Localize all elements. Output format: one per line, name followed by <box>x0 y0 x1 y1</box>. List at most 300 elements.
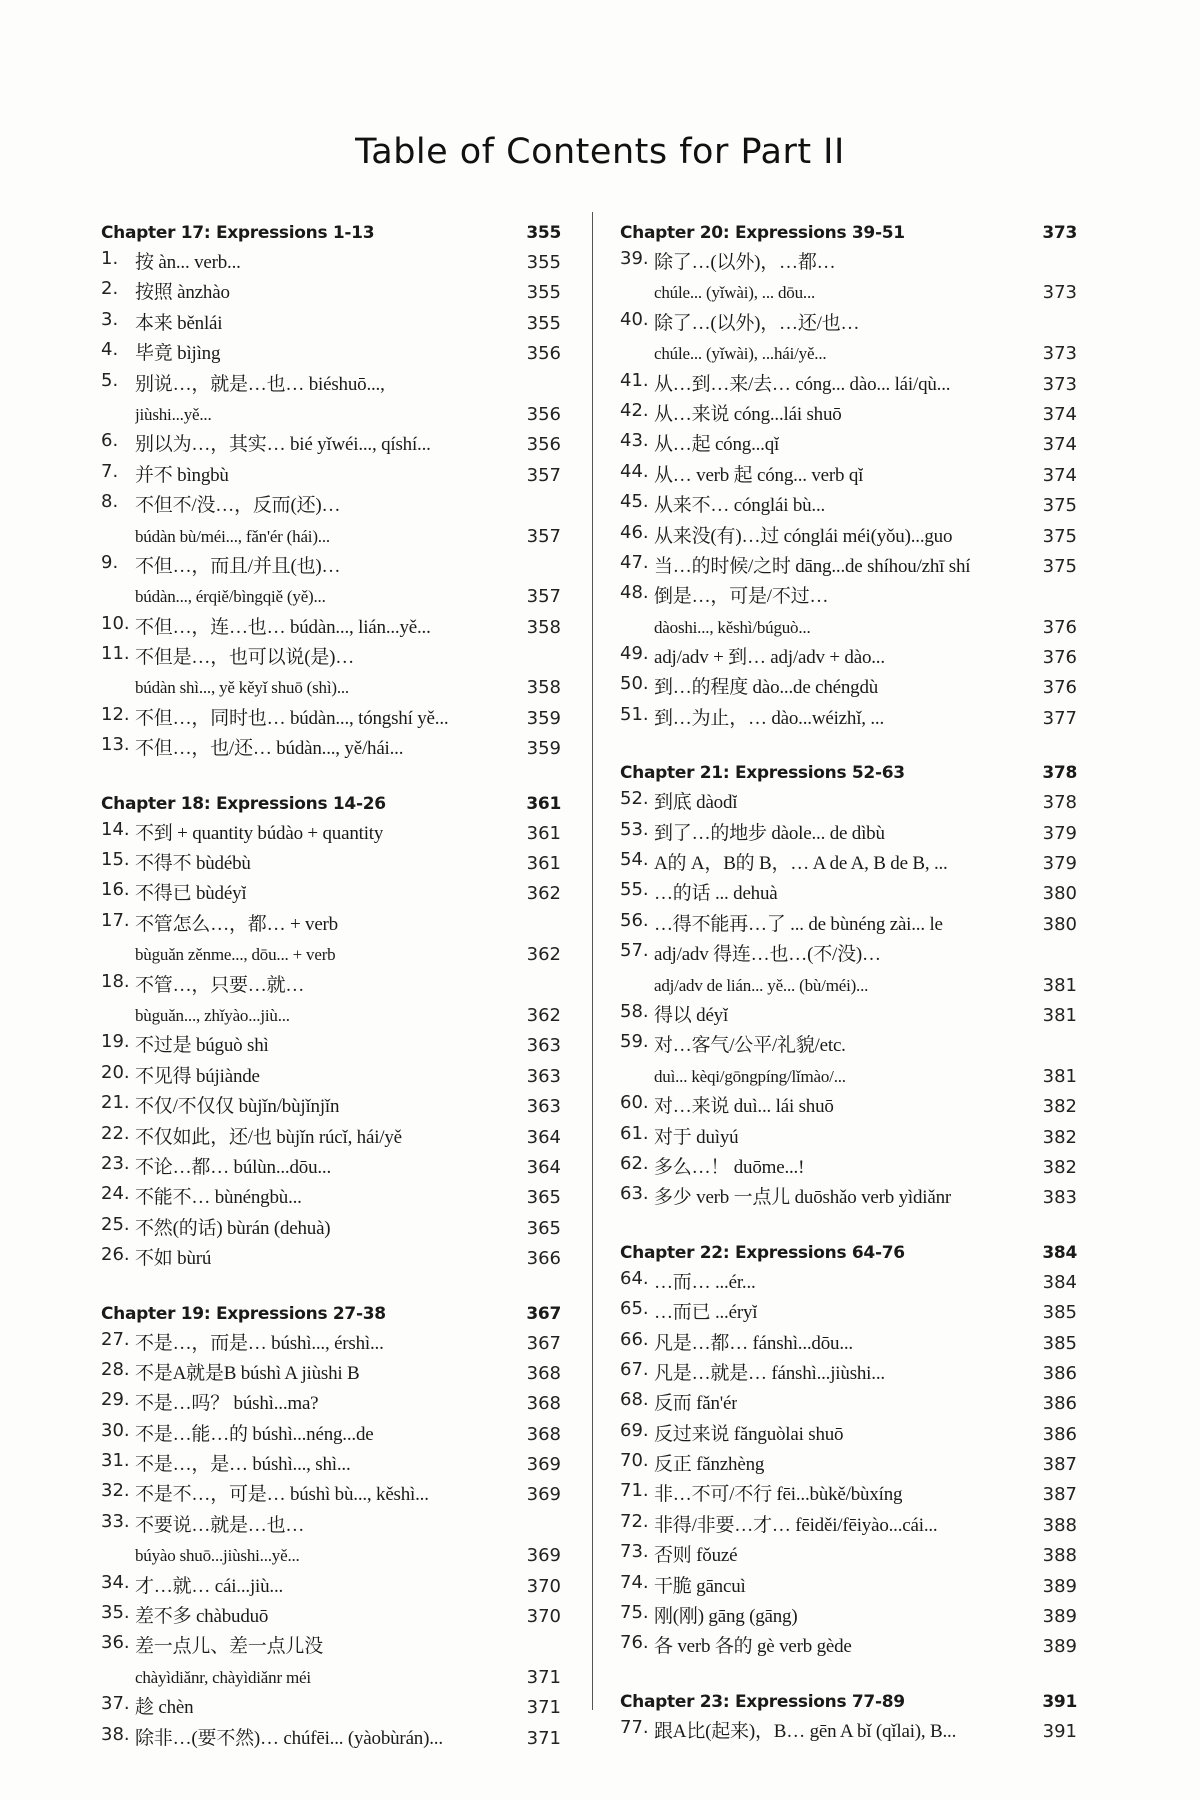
entry-number: 66. <box>620 1328 649 1350</box>
entry-number: 73. <box>620 1541 649 1563</box>
entry-number: 65. <box>620 1298 649 1320</box>
toc-entry[interactable] <box>101 248 561 278</box>
entry-expression: 不论…都… búlùn...dōu... <box>135 1156 332 1178</box>
entry-page-number: 371 <box>526 1697 561 1719</box>
toc-entry[interactable] <box>620 1153 1077 1183</box>
entry-page-number: 375 <box>1042 555 1077 577</box>
entry-line <box>135 339 561 369</box>
entry-body <box>654 400 1077 430</box>
entry-number: 28. <box>101 1358 130 1380</box>
entry-body <box>654 491 1077 521</box>
entry-line <box>654 879 1077 909</box>
entry-expression: 从来不… cónglái bù... <box>654 495 826 517</box>
entry-body <box>135 734 561 764</box>
toc-entry[interactable] <box>620 788 1077 818</box>
entry-body <box>654 643 1077 673</box>
toc-entry[interactable] <box>101 339 561 369</box>
toc-entry[interactable] <box>101 1153 561 1183</box>
entry-body <box>654 879 1077 909</box>
entry-line <box>654 643 1077 673</box>
entry-expression: 别以为…，其实… bié yǐwéi..., qíshí... <box>135 434 431 456</box>
toc-entry[interactable] <box>620 819 1077 849</box>
toc-entry[interactable] <box>620 1541 1077 1571</box>
toc-entry[interactable] <box>101 1572 561 1602</box>
entry-line <box>135 673 561 703</box>
entry-number: 47. <box>620 551 649 573</box>
entry-page-number: 382 <box>1042 1156 1077 1178</box>
entry-expression: 不但…，连…也… búdàn..., lián...yě... <box>135 616 431 638</box>
entry-expression: 不是…吗？ búshì...ma? <box>135 1393 319 1415</box>
entry-page-number: 386 <box>1042 1362 1077 1384</box>
entry-number: 16. <box>101 879 130 901</box>
entry-line <box>135 552 561 582</box>
entry-expression: 倒是…，可是/不过… <box>654 586 829 608</box>
toc-entry[interactable] <box>101 849 561 879</box>
entry-number: 18. <box>101 970 130 992</box>
entry-line <box>654 1298 1077 1328</box>
entry-line <box>654 400 1077 430</box>
entry-body <box>654 1092 1077 1122</box>
entry-line <box>654 248 1077 278</box>
entry-page-number: 369 <box>526 1545 561 1567</box>
toc-entry[interactable] <box>620 1602 1077 1632</box>
chapter-heading <box>620 218 1077 248</box>
chapter-title: Chapter 18: Expressions 14-26 <box>101 793 386 814</box>
entry-page-number: 382 <box>1042 1096 1077 1118</box>
entry-page-number: 364 <box>526 1126 561 1148</box>
entry-pinyin: adj/adv de lián... yě... (bù/méi)... <box>654 975 869 995</box>
entry-page-number: 388 <box>1042 1514 1077 1536</box>
entry-page-number: 355 <box>526 282 561 304</box>
entry-line <box>135 1724 561 1754</box>
entry-body <box>135 971 561 1032</box>
entry-number: 31. <box>101 1450 130 1472</box>
toc-entry[interactable] <box>101 1693 561 1723</box>
toc-entry[interactable] <box>620 491 1077 521</box>
toc-entry[interactable] <box>620 400 1077 430</box>
toc-entry[interactable] <box>620 879 1077 909</box>
entry-line <box>135 1632 561 1662</box>
entry-number: 14. <box>101 818 130 840</box>
entry-page-number: 374 <box>1042 403 1077 425</box>
toc-entry[interactable] <box>620 1359 1077 1389</box>
entry-number: 35. <box>101 1602 130 1624</box>
entry-body <box>135 1183 561 1213</box>
entry-body <box>135 1062 561 1092</box>
entry-body <box>135 309 561 339</box>
entry-number: 21. <box>101 1092 130 1114</box>
entry-number: 52. <box>620 788 649 810</box>
entry-body <box>135 1031 561 1061</box>
toc-entry[interactable] <box>101 1511 561 1572</box>
toc-entry[interactable] <box>101 1602 561 1632</box>
toc-entry[interactable] <box>620 673 1077 703</box>
toc-entry[interactable] <box>101 1214 561 1244</box>
entry-body <box>654 1450 1077 1480</box>
entry-body <box>654 1511 1077 1541</box>
entry-expression: 反正 fǎnzhèng <box>654 1454 765 1476</box>
toc-entry[interactable] <box>620 1511 1077 1541</box>
entry-page-number: 355 <box>526 252 561 273</box>
entry-body <box>135 704 561 734</box>
entry-pinyin: bùguǎn zěnme..., dōu... + verb <box>135 945 336 965</box>
entry-expression: 不是…，而是… búshì..., érshì... <box>135 1332 384 1354</box>
toc-entry[interactable] <box>620 370 1077 400</box>
entry-expression: 不如 bùrú <box>135 1248 212 1270</box>
entry-line <box>654 1389 1077 1419</box>
toc-entry[interactable] <box>620 1632 1077 1662</box>
entry-expression: 按照 ànzhào <box>135 282 230 304</box>
entry-expression: adj/adv + 到… adj/adv + dào... <box>654 647 885 669</box>
entry-page-number: 357 <box>526 525 561 547</box>
chapter-title: Chapter 23: Expressions 77-89 <box>620 1691 905 1712</box>
entry-page-number: 366 <box>526 1248 561 1270</box>
entry-body <box>654 582 1077 643</box>
entry-page-number: 359 <box>526 707 561 729</box>
entry-number: 51. <box>620 703 649 725</box>
toc-entry[interactable] <box>620 309 1077 370</box>
entry-page-number: 365 <box>526 1187 561 1209</box>
toc-entry[interactable] <box>101 1724 561 1754</box>
toc-entry[interactable] <box>101 491 561 552</box>
toc-entry[interactable] <box>620 430 1077 460</box>
toc-entry[interactable] <box>101 552 561 613</box>
toc-entry[interactable] <box>101 430 561 460</box>
entry-number: 20. <box>101 1061 130 1083</box>
toc-entry[interactable] <box>101 370 561 431</box>
toc-entry[interactable] <box>101 613 561 643</box>
entry-line <box>135 734 561 764</box>
entry-expression: 当…的时候/之时 dāng...de shíhou/zhī shí <box>654 555 971 577</box>
toc-entry[interactable] <box>101 1244 561 1274</box>
entry-expression: 多少 verb 一点儿 duōshǎo verb yìdiǎnr <box>654 1187 952 1209</box>
chapter-page-number: 367 <box>526 1303 561 1324</box>
entry-line <box>135 1001 561 1031</box>
toc-entry[interactable] <box>620 552 1077 582</box>
entry-body <box>135 879 561 909</box>
entry-number: 63. <box>620 1183 649 1205</box>
entry-page-number: 385 <box>1042 1332 1077 1354</box>
toc-entry[interactable] <box>101 971 561 1032</box>
toc-entry[interactable] <box>620 940 1077 1001</box>
entry-number: 2. <box>101 278 119 300</box>
entry-line <box>135 248 561 278</box>
entry-line <box>654 339 1077 369</box>
toc-entry[interactable] <box>620 1450 1077 1480</box>
entry-page-number: 363 <box>526 1096 561 1118</box>
entry-number: 13. <box>101 734 130 756</box>
entry-body <box>135 1572 561 1602</box>
entry-line <box>654 1062 1077 1092</box>
toc-entry[interactable] <box>620 1717 1077 1747</box>
entry-page-number: 378 <box>1042 792 1077 814</box>
entry-expression: 到…为止，… dào...wéizhǐ, ... <box>654 707 885 729</box>
entry-line <box>654 1717 1077 1747</box>
toc-entry[interactable] <box>101 1632 561 1693</box>
entry-body <box>654 910 1077 940</box>
entry-body <box>654 788 1077 818</box>
entry-number: 10. <box>101 612 130 634</box>
entry-expression: 否则 fǒuzé <box>654 1545 738 1567</box>
entry-expression: 本来 běnlái <box>135 312 223 334</box>
entry-number: 46. <box>620 521 649 543</box>
entry-page-number: 359 <box>526 738 561 760</box>
entry-expression: 差一点儿、差一点儿没 <box>135 1636 324 1658</box>
entry-expression: 刚(刚) gāng (gāng) <box>654 1606 798 1628</box>
entry-expression: 不要说…就是…也… <box>135 1514 305 1536</box>
toc-entry[interactable] <box>101 910 561 971</box>
entry-page-number: 380 <box>1042 913 1077 935</box>
toc-entry[interactable] <box>620 1268 1077 1298</box>
entry-number: 4. <box>101 339 119 361</box>
toc-entry[interactable] <box>620 582 1077 643</box>
entry-body <box>654 1031 1077 1092</box>
entry-number: 42. <box>620 399 649 421</box>
entry-body <box>654 849 1077 879</box>
entry-expression: 不管…，只要…就… <box>135 974 305 996</box>
entry-page-number: 361 <box>526 853 561 875</box>
entry-line <box>654 1092 1077 1122</box>
entry-body <box>135 461 561 491</box>
entry-body <box>654 1389 1077 1419</box>
entry-pinyin: duì... kèqi/gōngpíng/lǐmào/... <box>654 1066 846 1086</box>
entry-expression: 按 àn... verb... <box>135 252 241 273</box>
entry-number: 60. <box>620 1092 649 1114</box>
entry-body <box>654 552 1077 582</box>
entry-expression: 对于 duìyú <box>654 1126 739 1148</box>
entry-number: 44. <box>620 460 649 482</box>
entry-page-number: 356 <box>526 434 561 456</box>
entry-body <box>654 940 1077 1001</box>
entry-line <box>135 1092 561 1122</box>
chapter-title: Chapter 22: Expressions 64-76 <box>620 1242 905 1263</box>
entry-line <box>654 1511 1077 1541</box>
chapter-page-number: 384 <box>1042 1242 1077 1263</box>
entry-page-number: 379 <box>1042 822 1077 844</box>
entry-line <box>654 1480 1077 1510</box>
entry-body <box>654 430 1077 460</box>
entry-page-number: 381 <box>1042 1065 1077 1087</box>
entry-pinyin: chúle... (yǐwài), ...hái/yě... <box>654 344 827 364</box>
column-divider <box>592 212 593 1710</box>
toc-entry[interactable] <box>101 1329 561 1359</box>
entry-body <box>135 910 561 971</box>
entry-line <box>654 1572 1077 1602</box>
entry-number: 23. <box>101 1152 130 1174</box>
entry-body <box>135 248 561 278</box>
toc-entry[interactable] <box>620 248 1077 309</box>
entry-page-number: 361 <box>526 822 561 844</box>
entry-body <box>135 819 561 849</box>
entry-line <box>135 1602 561 1632</box>
toc-right-column <box>620 218 1077 1747</box>
entry-line <box>654 461 1077 491</box>
toc-entry[interactable] <box>101 278 561 308</box>
entry-line <box>135 879 561 909</box>
entry-pinyin: chúle... (yǐwài), ... dōu... <box>654 283 816 303</box>
entry-page-number: 356 <box>526 403 561 425</box>
toc-entry[interactable] <box>101 1031 561 1061</box>
entry-expression: 不但…，而且/并且(也)… <box>135 555 341 577</box>
toc-entry[interactable] <box>620 461 1077 491</box>
toc-entry[interactable] <box>101 704 561 734</box>
entry-body <box>135 1450 561 1480</box>
entry-number: 5. <box>101 369 119 391</box>
entry-page-number: 388 <box>1042 1545 1077 1567</box>
toc-entry[interactable] <box>101 1092 561 1122</box>
entry-number: 49. <box>620 643 649 665</box>
entry-expression: 对…客气/公平/礼貌/etc. <box>654 1035 846 1057</box>
entry-expression: 非得/非要…才… fēiděi/fēiyào...cái... <box>654 1514 938 1536</box>
entry-body <box>135 1511 561 1572</box>
toc-entry[interactable] <box>620 1031 1077 1092</box>
entry-expression: …而已 ...éryǐ <box>654 1302 758 1324</box>
entry-page-number: 356 <box>526 343 561 365</box>
entry-page-number: 375 <box>1042 525 1077 547</box>
toc-entry[interactable] <box>620 1480 1077 1510</box>
entry-line <box>135 522 561 552</box>
toc-entry[interactable] <box>620 1092 1077 1122</box>
entry-page-number: 363 <box>526 1035 561 1057</box>
entry-line <box>654 1268 1077 1298</box>
entry-expression: 凡是…就是… fánshì...jiùshi... <box>654 1362 885 1384</box>
entry-expression: 反而 fǎn'ér <box>654 1393 738 1415</box>
toc-entry[interactable] <box>620 1001 1077 1031</box>
entry-expression: 不能不… bùnéngbù... <box>135 1187 302 1209</box>
entry-number: 43. <box>620 430 649 452</box>
entry-page-number: 382 <box>1042 1126 1077 1148</box>
entry-line <box>135 1572 561 1602</box>
entry-page-number: 369 <box>526 1454 561 1476</box>
entry-page-number: 386 <box>1042 1423 1077 1445</box>
toc-entry[interactable] <box>101 1450 561 1480</box>
entry-line <box>135 613 561 643</box>
entry-body <box>654 248 1077 309</box>
entry-pinyin: chàyìdiǎnr, chàyìdiǎnr méi <box>135 1667 311 1687</box>
entry-body <box>135 849 561 879</box>
entry-expression: 不得不 bùdébù <box>135 853 251 875</box>
toc-entry[interactable] <box>620 1183 1077 1213</box>
toc-entry[interactable] <box>101 1183 561 1213</box>
entry-page-number: 367 <box>526 1332 561 1354</box>
toc-entry[interactable] <box>101 1359 561 1389</box>
entry-expression: A的 A，B的 B，… A de A, B de B, ... <box>654 853 948 875</box>
toc-entry[interactable] <box>620 1389 1077 1419</box>
toc-entry[interactable] <box>101 1062 561 1092</box>
entry-line <box>654 430 1077 460</box>
toc-entry[interactable] <box>620 910 1077 940</box>
entry-page-number: 371 <box>526 1666 561 1688</box>
entry-line <box>654 819 1077 849</box>
entry-number: 22. <box>101 1122 130 1144</box>
entry-number: 33. <box>101 1510 130 1532</box>
entry-pinyin: búyào shuō...jiùshi...yě... <box>135 1546 300 1566</box>
toc-entry[interactable] <box>620 1329 1077 1359</box>
entry-line <box>135 1541 561 1571</box>
entry-number: 6. <box>101 430 119 452</box>
entry-expression: 反过来说 fǎnguòlai shuō <box>654 1423 844 1445</box>
entry-page-number: 370 <box>526 1575 561 1597</box>
entry-line <box>135 643 561 673</box>
toc-entry[interactable] <box>101 819 561 849</box>
entry-expression: 不到 + quantity búdào + quantity <box>135 822 384 844</box>
entry-line <box>654 1359 1077 1389</box>
chapter-title: Chapter 20: Expressions 39-51 <box>620 223 905 243</box>
toc-entry[interactable] <box>620 704 1077 734</box>
toc-entry[interactable] <box>620 522 1077 552</box>
entry-page-number: 368 <box>526 1393 561 1415</box>
toc-entry[interactable] <box>101 461 561 491</box>
entry-number: 19. <box>101 1031 130 1053</box>
entry-number: 57. <box>620 940 649 962</box>
entry-number: 17. <box>101 909 130 931</box>
entry-number: 8. <box>101 491 119 513</box>
entry-expression: 除了…(以外)，…还/也… <box>654 312 860 334</box>
toc-entry[interactable] <box>620 1420 1077 1450</box>
entry-page-number: 384 <box>1042 1271 1077 1293</box>
entry-body <box>654 1153 1077 1183</box>
entry-line <box>135 1389 561 1419</box>
entry-number: 50. <box>620 673 649 695</box>
toc-entry[interactable] <box>101 1123 561 1153</box>
entry-line <box>135 1693 561 1723</box>
entry-number: 40. <box>620 308 649 330</box>
entry-body <box>135 339 561 369</box>
entry-expression: 不仅/不仅仅 bùjǐn/bùjǐnjǐn <box>135 1096 340 1118</box>
entry-line <box>654 1329 1077 1359</box>
entry-line <box>654 1031 1077 1061</box>
entry-body <box>135 1153 561 1183</box>
toc-entry[interactable] <box>101 734 561 764</box>
toc-entry[interactable] <box>101 1389 561 1419</box>
chapter-title: Chapter 17: Expressions 1-13 <box>101 223 375 243</box>
toc-entry[interactable] <box>101 1420 561 1450</box>
toc-entry[interactable] <box>620 849 1077 879</box>
entry-page-number: 371 <box>526 1727 561 1749</box>
chapter-heading <box>620 1238 1077 1268</box>
toc-entry[interactable] <box>620 1298 1077 1328</box>
entry-page-number: 369 <box>526 1484 561 1506</box>
entry-number: 67. <box>620 1358 649 1380</box>
entry-line <box>135 849 561 879</box>
toc-entry[interactable] <box>101 309 561 339</box>
chapter-page-number: 361 <box>526 793 561 814</box>
entry-number: 11. <box>101 643 130 665</box>
entry-number: 24. <box>101 1183 130 1205</box>
toc-entry[interactable] <box>101 879 561 909</box>
entry-line <box>654 1450 1077 1480</box>
page-title: Table of Contents for Part II <box>355 132 845 172</box>
toc-entry[interactable] <box>620 643 1077 673</box>
entry-number: 32. <box>101 1480 130 1502</box>
toc-entry[interactable] <box>101 1480 561 1510</box>
entry-expression: 多么…！ duōme...! <box>654 1156 805 1178</box>
entry-line <box>654 940 1077 970</box>
entry-line <box>654 522 1077 552</box>
toc-entry[interactable] <box>101 643 561 704</box>
entry-page-number: 381 <box>1042 974 1077 996</box>
entry-number: 69. <box>620 1419 649 1441</box>
entry-body <box>135 613 561 643</box>
entry-expression: 各 verb 各的 gè verb gède <box>654 1636 852 1658</box>
toc-entry[interactable] <box>620 1572 1077 1602</box>
toc-entry[interactable] <box>620 1123 1077 1153</box>
entry-page-number: 387 <box>1042 1484 1077 1506</box>
entry-line <box>654 491 1077 521</box>
entry-page-number: 389 <box>1042 1575 1077 1597</box>
entry-number: 41. <box>620 369 649 391</box>
entry-page-number: 358 <box>526 616 561 638</box>
